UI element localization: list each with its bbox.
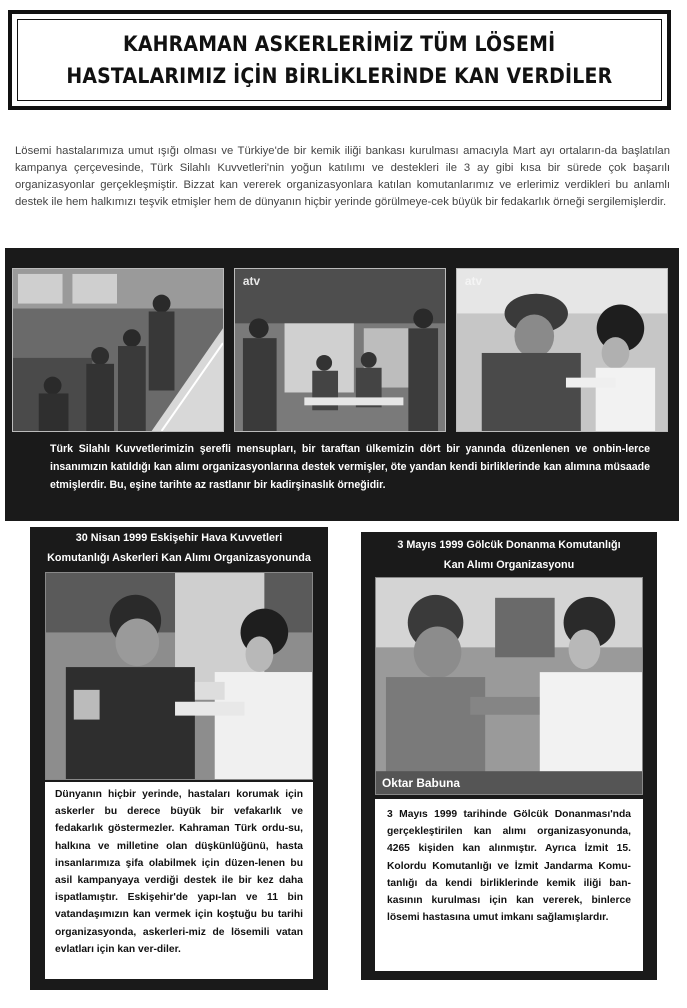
golcuk-story-text: 3 Mayıs 1999 tarihinde Gölcük Donanması'nda gerçekleştirilen kan alımı organizasyonunda, 4265 kişiden kan alınmıştır. Ayrıca İzmit 15. Kolordu Komutanlığı ve İzmit Jandarma Komu-tanlığı da kendi birliklerinde kemik iliği ban-kasının kurulması için kan vererek, binlerce lösemi hastasına umut imkanı sağlamışlardır. — [375, 799, 643, 971]
eskisehir-story-text: Dünyanın hiçbir yerinde, hastaları korumak için askerler bu derece büyük bir vefakarlık ve fedakarlık göstermezler. Kahraman Türk ordu-su, halkına ve milletine olan düşkünlüğünü, hasta insanlarımıza şifa olabilmek için düzen-lenen bu asil kampanyaya verdiği destek ile bir kez daha ispatlamıştır. Eskişehir'de yapı-lan ve 11 bin vatandaşımızın kan vermek için koştuğu bu tarihi organizasyonda, askerleri-miz de lösemili vatan evlatları için kan ver-diler. — [45, 782, 313, 979]
intro-paragraph: Lösemi hastalarımıza umut ışığı olması ve Türkiye'de bir kemik iliği bankası kurulması amacıyla Mart ayı ortaların-da başlatılan kampanya çerçevesinde, Türk Silahlı Kuvvetleri'nin yoğun katılımı ve destekleri ile 3 ay gibi kısa bir sürede çok başarılı organizasyonlar gerçekleşmiştir. Bizzat kan vererek organizasyonlara katılan komutanlarımız ve erlerimiz verdikleri bu anlamlı destek ile hem halkımızı teşvik etmişler hem de dünyanın hiçbir yerinde görülmeye-cek büyük bir fedakarlık örneği sergilemişlerdir. — [15, 145, 670, 208]
golcuk-heading — [361, 535, 657, 575]
eskisehir-donation-photo — [45, 572, 313, 780]
golcuk-heading-line-2: Kan Alımı Organizasyonu — [443, 559, 575, 571]
golcuk-story-box — [361, 532, 657, 980]
title-box — [8, 10, 671, 110]
blood-donation-hall-photo — [234, 268, 446, 432]
atv-watermark: atv — [464, 273, 483, 288]
title-inner-frame — [17, 19, 662, 101]
soldier-giving-blood-photo — [456, 268, 668, 432]
atv-watermark: atv — [242, 273, 261, 288]
golcuk-heading-line-1: 3 Mayıs 1999 Gölcük Donanma Komutanlığı — [397, 539, 621, 551]
photo-caption-oktar-babuna: Oktar Babuna — [381, 776, 460, 791]
eskisehir-story-box — [30, 527, 328, 990]
soldiers-queue-photo — [12, 268, 224, 432]
headline-line-2: HASTALARIMIZ İÇİN BİRLİKLERİNDE KAN VERDİLER — [66, 64, 613, 88]
eskisehir-heading-line-2: Komutanlığı Askerleri Kan Alımı Organizasyonunda — [47, 552, 311, 564]
headline-line-1: KAHRAMAN ASKERLERİMİZ TÜM LÖSEMİ — [123, 32, 556, 56]
golcuk-donation-photo — [375, 577, 643, 795]
panel-caption: Türk Silahlı Kuvvetlerimizin şerefli mensupları, bir taraftan ülkemizin dört bir yanında düzenlenen ve onbin-lerce insanımızın katıldığı kan alımı organizasyonlarına destek vermişler, öte yandan kendi birliklerinde kan alımına müsaade etmişlerdir. Bu, eşine tarihte az rastlanır bir kadirşinaslık örneğidir. — [50, 443, 650, 491]
eskisehir-heading-line-1: 30 Nisan 1999 Eskişehir Hava Kuvvetleri — [75, 532, 283, 544]
eskisehir-heading — [30, 528, 328, 568]
